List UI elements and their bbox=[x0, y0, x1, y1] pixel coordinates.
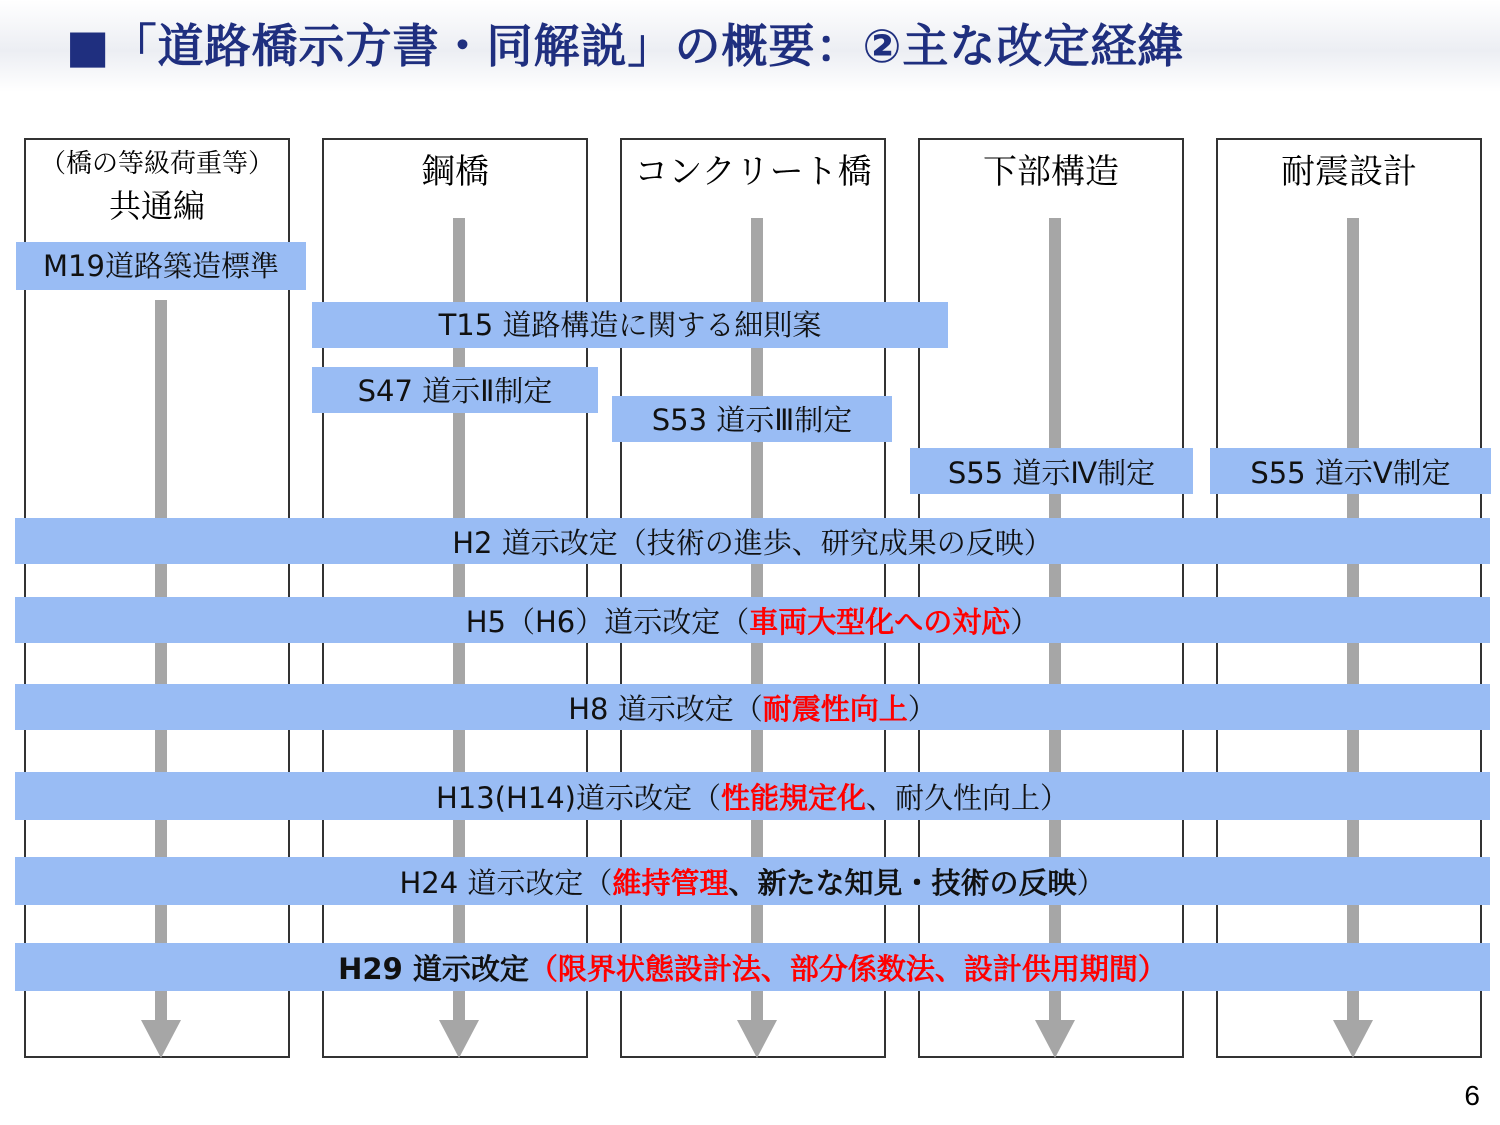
column-steel-label: 鋼橋 bbox=[421, 152, 489, 192]
event-h24 bbox=[15, 857, 1490, 905]
event-h29 bbox=[15, 943, 1490, 991]
event-h24-highlight: 維持管理 bbox=[612, 866, 729, 900]
event-h5 bbox=[15, 597, 1490, 643]
event-s53: S53 道示Ⅲ制定 bbox=[612, 396, 892, 442]
event-t15: T15 道路構造に関する細則案 bbox=[312, 302, 948, 348]
slide-title: ■「道路橋示方書・同解説」の概要：②主な改定経緯 bbox=[66, 19, 1185, 73]
column-substructure-label: 下部構造 bbox=[983, 152, 1119, 192]
timeline-shaft-common bbox=[155, 300, 167, 1022]
column-seismic-label: 耐震設計 bbox=[1281, 152, 1417, 192]
event-h29-highlight: （限界状態設計法、部分係数法、設計供用期間） bbox=[528, 952, 1167, 986]
arrowhead-down-icon bbox=[1333, 1020, 1373, 1058]
column-concrete-label: コンクリート橋 bbox=[634, 152, 872, 192]
event-s55-seismic: S55 道示Ⅴ制定 bbox=[1210, 448, 1491, 494]
event-h13-highlight: 性能規定化 bbox=[721, 781, 867, 815]
event-h13 bbox=[15, 772, 1490, 820]
event-m19: M19道路築造標準 bbox=[16, 242, 306, 290]
event-h29-prefix: H29 道示改定 bbox=[338, 952, 529, 986]
event-h24-prefix: H24 道示改定（ bbox=[399, 866, 613, 900]
column-common-label: 共通編 bbox=[108, 187, 205, 225]
event-h5-suffix: ） bbox=[1010, 605, 1040, 639]
arrowhead-down-icon bbox=[141, 1020, 181, 1058]
event-h8 bbox=[15, 684, 1490, 730]
event-h2: H2 道示改定（技術の進歩、研究成果の反映） bbox=[15, 518, 1490, 564]
event-h24-suffix: ） bbox=[1076, 866, 1106, 900]
column-common-sub: （橋の等級荷重等） bbox=[39, 149, 274, 179]
arrowhead-down-icon bbox=[439, 1020, 479, 1058]
event-h5-highlight: 車両大型化への対応 bbox=[749, 605, 1011, 639]
event-h24-bold: 、新たな知見・技術の反映 bbox=[728, 866, 1077, 900]
event-h13-prefix: H13(H14)道示改定（ bbox=[435, 781, 721, 815]
event-s47: S47 道示Ⅱ制定 bbox=[312, 367, 598, 413]
event-h5-prefix: H5（H6）道示改定（ bbox=[465, 605, 750, 639]
page-number: 6 bbox=[1464, 1080, 1480, 1111]
arrowhead-down-icon bbox=[737, 1020, 777, 1058]
event-h13-suffix: 、耐久性向上） bbox=[866, 781, 1070, 815]
event-h8-highlight: 耐震性向上 bbox=[762, 692, 908, 726]
event-s55-substructure: S55 道示Ⅳ制定 bbox=[910, 448, 1193, 494]
event-h8-suffix: ） bbox=[907, 692, 937, 726]
arrowhead-down-icon bbox=[1035, 1020, 1075, 1058]
event-h8-prefix: H8 道示改定（ bbox=[568, 692, 763, 726]
